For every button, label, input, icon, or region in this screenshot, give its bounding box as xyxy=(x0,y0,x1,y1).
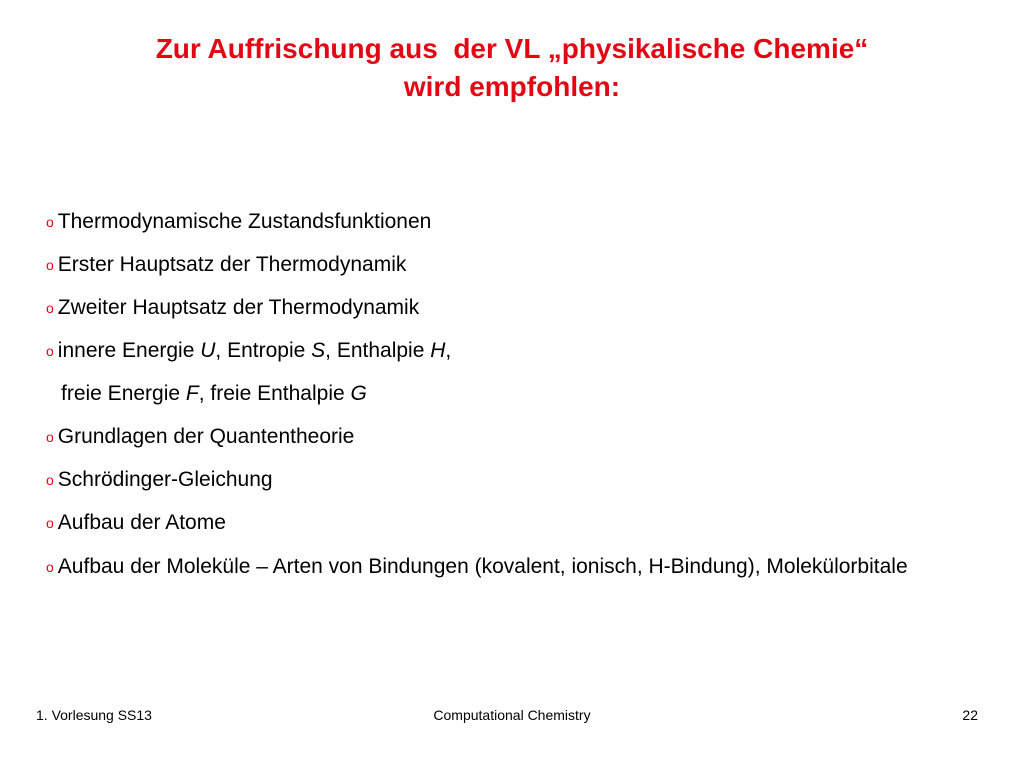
title-line-1: Zur Auffrischung aus der VL „physikalische Chemie“ xyxy=(155,33,869,64)
list-item-text: , Entropie xyxy=(215,339,312,362)
list-item xyxy=(46,509,986,552)
list-item-text: freie Energie xyxy=(61,382,186,405)
symbol-free-energy: F xyxy=(185,382,199,405)
bullet-marker-icon: o xyxy=(46,515,54,531)
list-item-text: , Enthalpie xyxy=(325,339,431,362)
symbol-enthalpy: H xyxy=(430,339,446,362)
list-item-text: Schrödinger-Gleichung xyxy=(57,468,273,491)
footer-page-number: 22 xyxy=(962,707,978,723)
list-item xyxy=(46,251,986,294)
list-item xyxy=(46,548,986,586)
slide-title xyxy=(40,30,984,106)
list-item-text: Thermodynamische Zustandsfunktionen xyxy=(57,210,432,233)
bullet-marker-icon: o xyxy=(46,472,54,488)
topic-list xyxy=(46,208,986,586)
list-item xyxy=(46,208,986,251)
list-item-text: Aufbau der Atome xyxy=(57,511,226,534)
footer-lecture: 1. Vorlesung SS13 xyxy=(36,707,152,723)
bullet-marker-icon: o xyxy=(46,429,54,445)
bullet-marker-icon: o xyxy=(46,343,54,359)
list-item-text: Zweiter Hauptsatz der Thermodynamik xyxy=(57,296,420,319)
symbol-free-enthalpy: G xyxy=(350,382,367,405)
list-item-continuation xyxy=(46,380,986,423)
list-item xyxy=(46,337,986,380)
list-item-text: , xyxy=(445,339,452,362)
title-line-2: wird empfohlen: xyxy=(403,71,621,102)
list-item xyxy=(46,294,986,337)
list-item-text: , freie Enthalpie xyxy=(198,382,351,405)
symbol-entropy: S xyxy=(311,339,326,362)
list-item xyxy=(46,423,986,466)
bullet-marker-icon: o xyxy=(46,257,54,273)
list-item-text: innere Energie xyxy=(57,339,201,362)
bullet-marker-icon: o xyxy=(46,214,54,230)
bullet-marker-icon: o xyxy=(46,300,54,316)
bullet-marker-icon: o xyxy=(46,559,54,575)
list-item xyxy=(46,466,986,509)
list-item-text: Grundlagen der Quantentheorie xyxy=(57,425,355,448)
list-item-text: Erster Hauptsatz der Thermodynamik xyxy=(57,253,407,276)
footer-course-title: Computational Chemistry xyxy=(433,707,591,723)
list-item-text: Aufbau der Moleküle – Arten von Bindungen (kovalent, ionisch, H-Bindung), Molekülorbitale xyxy=(57,555,908,578)
symbol-internal-energy: U xyxy=(200,339,216,362)
